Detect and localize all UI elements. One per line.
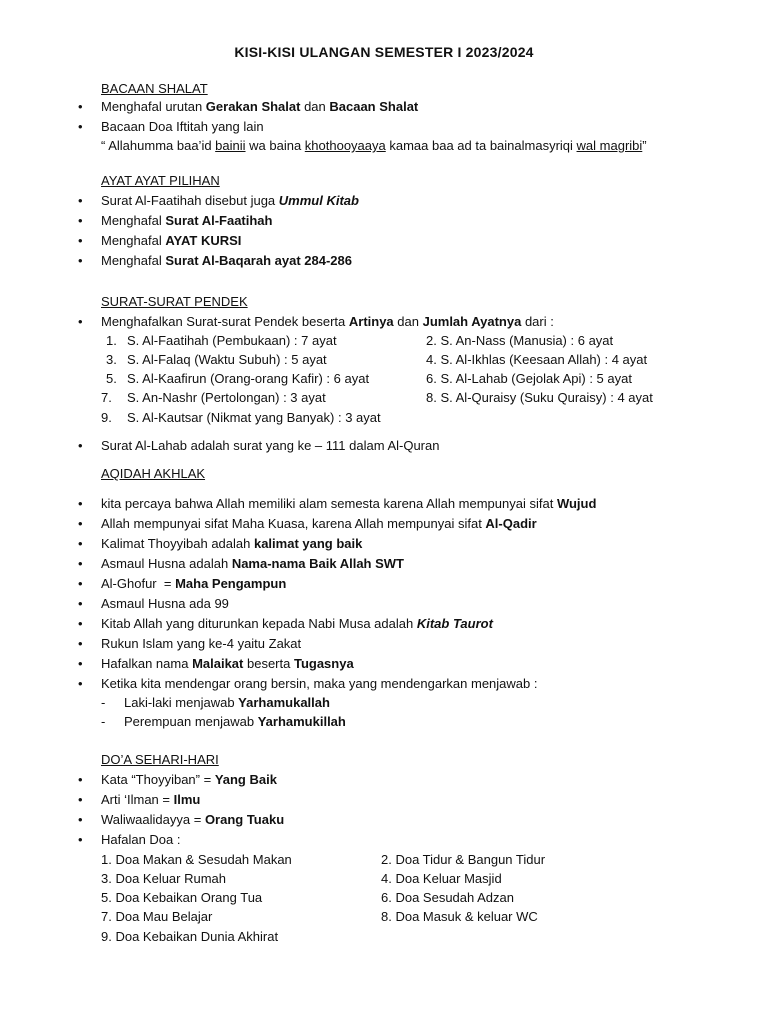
section-heading-surat-pendek: SURAT-SURAT PENDEK bbox=[101, 294, 248, 309]
doa-item: 5. Doa Kebaikan Orang Tua bbox=[101, 890, 263, 905]
list-item: • Kata “Thoyyiban” = Yang Baik bbox=[101, 771, 277, 789]
section-heading-aqidah-akhlak: AQIDAH AKHLAK bbox=[101, 466, 206, 481]
list-item: • Bacaan Doa Iftitah yang lain bbox=[101, 118, 264, 136]
list-item: • Allah mempunyai sifat Maha Kuasa, karena Allah mempunyai sifat Al-Qadir bbox=[101, 515, 537, 533]
surat-item: S. An-Nashr (Pertolongan) : 3 ayat bbox=[127, 390, 326, 405]
list-item: • Surat Al-Faatihah disebut juga Ummul Kitab bbox=[101, 192, 359, 210]
surat-item: S. Al-Kautsar (Nikmat yang Banyak) : 3 ayat bbox=[127, 410, 381, 425]
list-item: • Al-Ghofur = Maha Pengampun bbox=[101, 575, 286, 593]
section-heading-ayat-pilihan: AYAT AYAT PILIHAN bbox=[101, 173, 220, 188]
list-item: • Kitab Allah yang diturunkan kepada Nabi Musa adalah Kitab Taurot bbox=[101, 615, 493, 633]
surat-item: 2. S. An-Nass (Manusia) : 6 ayat bbox=[426, 333, 614, 348]
list-item: • Surat Al-Lahab adalah surat yang ke – 111 dalam Al-Quran bbox=[101, 437, 439, 455]
surat-number: 7. bbox=[101, 390, 112, 405]
list-item: • Waliwaalidayya = Orang Tuaku bbox=[101, 811, 284, 829]
list-item: • Asmaul Husna ada 99 bbox=[101, 595, 229, 613]
list-item: • Menghafal Surat Al-Faatihah bbox=[101, 212, 272, 230]
surat-number: 9. bbox=[101, 410, 112, 425]
dash-item: - Perempuan menjawab Yarhamukillah bbox=[101, 714, 346, 729]
section-heading-doa-sehari-hari: DO’A SEHARI-HARI bbox=[101, 752, 219, 767]
surat-item: 8. S. Al-Quraisy (Suku Quraisy) : 4 ayat bbox=[426, 390, 653, 405]
list-item: • Kalimat Thoyyibah adalah kalimat yang baik bbox=[101, 535, 362, 553]
dash-item: - Laki-laki menjawab Yarhamukallah bbox=[101, 695, 330, 710]
doa-item: 1. Doa Makan & Sesudah Makan bbox=[101, 852, 292, 867]
doa-item: 7. Doa Mau Belajar bbox=[101, 909, 213, 924]
surat-item: 4. S. Al-Ikhlas (Keesaan Allah) : 4 ayat bbox=[426, 352, 648, 367]
list-item: • Menghafal Surat Al-Baqarah ayat 284-286 bbox=[101, 252, 352, 270]
section-heading-bacaan-shalat: BACAAN SHALAT bbox=[101, 81, 208, 96]
doa-item: 8. Doa Masuk & keluar WC bbox=[381, 909, 538, 924]
list-item: • Arti ‘Ilman = Ilmu bbox=[101, 791, 200, 809]
surat-item: S. Al-Faatihah (Pembukaan) : 7 ayat bbox=[127, 333, 337, 348]
list-item: • Ketika kita mendengar orang bersin, maka yang mendengarkan menjawab : bbox=[101, 675, 537, 693]
list-item: • Rukun Islam yang ke-4 yaitu Zakat bbox=[101, 635, 301, 653]
surat-item: S. Al-Kaafirun (Orang-orang Kafir) : 6 ayat bbox=[127, 371, 370, 386]
surat-item: 6. S. Al-Lahab (Gejolak Api) : 5 ayat bbox=[426, 371, 632, 386]
list-item: • kita percaya bahwa Allah memiliki alam semesta karena Allah mempunyai sifat Wujud bbox=[101, 495, 596, 513]
surat-item: S. Al-Falaq (Waktu Subuh) : 5 ayat bbox=[127, 352, 327, 367]
document-title: KISI-KISI ULANGAN SEMESTER I 2023/2024 bbox=[234, 44, 534, 60]
list-item: • Menghafalkan Surat-surat Pendek beserta Artinya dan Jumlah Ayatnya dari : bbox=[101, 313, 554, 331]
list-item: • Asmaul Husna adalah Nama-nama Baik Allah SWT bbox=[101, 555, 404, 573]
surat-number: 5. bbox=[106, 371, 117, 386]
doa-item: 6. Doa Sesudah Adzan bbox=[381, 890, 514, 905]
list-item: • Hafalan Doa : bbox=[101, 831, 181, 849]
doa-item: 4. Doa Keluar Masjid bbox=[381, 871, 502, 886]
surat-number: 1. bbox=[106, 333, 117, 348]
surat-number: 3. bbox=[106, 352, 117, 367]
doa-item: 3. Doa Keluar Rumah bbox=[101, 871, 227, 886]
doa-item: 2. Doa Tidur & Bangun Tidur bbox=[381, 852, 546, 867]
doa-item: 9. Doa Kebaikan Dunia Akhirat bbox=[101, 929, 279, 944]
list-item: • Menghafal AYAT KURSI bbox=[101, 232, 241, 250]
list-item: • Menghafal urutan Gerakan Shalat dan Bacaan Shalat bbox=[101, 98, 418, 116]
list-item: • Hafalkan nama Malaikat beserta Tugasnya bbox=[101, 655, 354, 673]
doa-iftitah-quote: “ Allahumma baa’id bainii wa baina khothooyaaya kamaa baa ad ta bainalmasyriqi wal magribi” bbox=[101, 138, 647, 153]
